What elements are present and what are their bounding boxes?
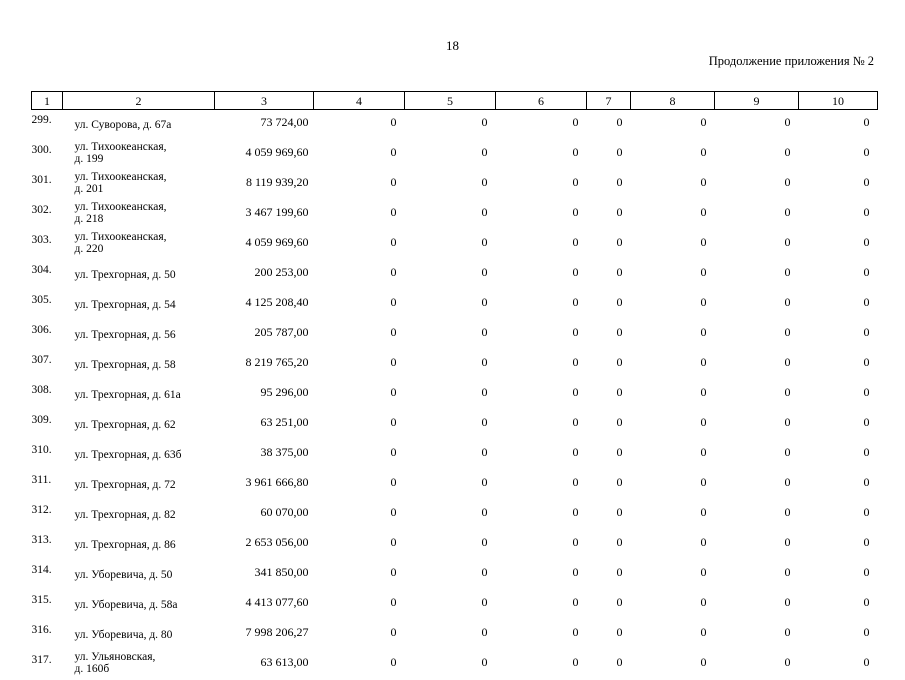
- amount-cell: 60 070,00: [215, 500, 314, 530]
- address-line: ул. Уборевича, д. 58а: [75, 599, 215, 611]
- value-cell: 0: [587, 440, 631, 470]
- value-cell: 0: [314, 320, 405, 350]
- value-cell: 0: [631, 440, 715, 470]
- row-number: 312.: [32, 500, 63, 530]
- value-cell: 0: [631, 380, 715, 410]
- value-cell: 0: [314, 140, 405, 170]
- address-line: д. 220: [75, 243, 215, 255]
- row-number: 302.: [32, 200, 63, 230]
- row-number: 303.: [32, 230, 63, 260]
- value-cell: 0: [631, 410, 715, 440]
- value-cell: 0: [314, 230, 405, 260]
- value-cell: 0: [715, 230, 799, 260]
- value-cell: 0: [799, 380, 878, 410]
- address-line: д. 201: [75, 183, 215, 195]
- address-cell: [63, 590, 215, 620]
- value-cell: 0: [496, 200, 587, 230]
- address-line: ул. Трехгорная, д. 54: [75, 299, 215, 311]
- row-number: 311.: [32, 470, 63, 500]
- address-line: ул. Трехгорная, д. 58: [75, 359, 215, 371]
- value-cell: 0: [587, 350, 631, 380]
- amount-cell: 8 219 765,20: [215, 350, 314, 380]
- address-cell: [63, 410, 215, 440]
- value-cell: 0: [587, 320, 631, 350]
- value-cell: 0: [405, 500, 496, 530]
- column-header: 5: [405, 92, 496, 110]
- value-cell: 0: [799, 650, 878, 680]
- table-header-row: [32, 92, 878, 110]
- column-header: 6: [496, 92, 587, 110]
- amount-cell: 63 251,00: [215, 410, 314, 440]
- value-cell: 0: [715, 500, 799, 530]
- value-cell: 0: [715, 650, 799, 680]
- table-row: [32, 140, 878, 170]
- value-cell: 0: [405, 230, 496, 260]
- value-cell: 0: [587, 230, 631, 260]
- amount-cell: 3 961 666,80: [215, 470, 314, 500]
- address-cell: [63, 650, 215, 680]
- table-row: [32, 440, 878, 470]
- table-row: [32, 620, 878, 650]
- row-number: 299.: [32, 110, 63, 141]
- value-cell: 0: [799, 470, 878, 500]
- address-cell: [63, 380, 215, 410]
- value-cell: 0: [314, 470, 405, 500]
- table-row: [32, 500, 878, 530]
- value-cell: 0: [496, 350, 587, 380]
- table-row: [32, 560, 878, 590]
- column-header: 2: [63, 92, 215, 110]
- value-cell: 0: [314, 440, 405, 470]
- address-cell: [63, 230, 215, 260]
- value-cell: 0: [631, 560, 715, 590]
- table-row: [32, 650, 878, 680]
- value-cell: 0: [587, 620, 631, 650]
- address-line: ул. Трехгорная, д. 62: [75, 419, 215, 431]
- value-cell: 0: [587, 140, 631, 170]
- amount-cell: 73 724,00: [215, 110, 314, 141]
- address-line: ул. Суворова, д. 67а: [75, 119, 215, 131]
- value-cell: 0: [587, 500, 631, 530]
- address-line: ул. Ульяновская,: [75, 651, 215, 663]
- value-cell: 0: [715, 110, 799, 141]
- amount-cell: 4 413 077,60: [215, 590, 314, 620]
- amount-cell: 38 375,00: [215, 440, 314, 470]
- address-cell: [63, 620, 215, 650]
- address-cell: [63, 350, 215, 380]
- address-line: ул. Трехгорная, д. 86: [75, 539, 215, 551]
- amount-cell: 341 850,00: [215, 560, 314, 590]
- value-cell: 0: [631, 200, 715, 230]
- amount-cell: 4 059 969,60: [215, 140, 314, 170]
- address-cell: [63, 560, 215, 590]
- value-cell: 0: [587, 650, 631, 680]
- value-cell: 0: [405, 170, 496, 200]
- value-cell: 0: [631, 290, 715, 320]
- value-cell: 0: [496, 530, 587, 560]
- value-cell: 0: [715, 590, 799, 620]
- table-row: [32, 200, 878, 230]
- value-cell: 0: [496, 260, 587, 290]
- value-cell: 0: [405, 320, 496, 350]
- value-cell: 0: [799, 410, 878, 440]
- value-cell: 0: [587, 410, 631, 440]
- value-cell: 0: [631, 650, 715, 680]
- value-cell: 0: [799, 590, 878, 620]
- row-number: 300.: [32, 140, 63, 170]
- value-cell: 0: [799, 320, 878, 350]
- value-cell: 0: [799, 440, 878, 470]
- value-cell: 0: [799, 170, 878, 200]
- value-cell: 0: [715, 620, 799, 650]
- address-line: д. 199: [75, 153, 215, 165]
- address-line: ул. Тихоокеанская,: [75, 141, 215, 153]
- table-row: [32, 350, 878, 380]
- value-cell: 0: [405, 470, 496, 500]
- value-cell: 0: [587, 470, 631, 500]
- table-row: [32, 230, 878, 260]
- value-cell: 0: [715, 560, 799, 590]
- value-cell: 0: [496, 410, 587, 440]
- value-cell: 0: [715, 470, 799, 500]
- value-cell: 0: [314, 650, 405, 680]
- address-line: д. 160б: [75, 663, 215, 675]
- value-cell: 0: [496, 620, 587, 650]
- column-header: 7: [587, 92, 631, 110]
- value-cell: 0: [715, 170, 799, 200]
- address-line: ул. Трехгорная, д. 63б: [75, 449, 215, 461]
- amount-cell: 7 998 206,27: [215, 620, 314, 650]
- amount-cell: 200 253,00: [215, 260, 314, 290]
- address-line: ул. Уборевича, д. 80: [75, 629, 215, 641]
- amount-cell: 3 467 199,60: [215, 200, 314, 230]
- value-cell: 0: [799, 260, 878, 290]
- value-cell: 0: [631, 110, 715, 141]
- amount-cell: 4 125 208,40: [215, 290, 314, 320]
- table-row: [32, 320, 878, 350]
- value-cell: 0: [405, 290, 496, 320]
- row-number: 316.: [32, 620, 63, 650]
- value-cell: 0: [799, 500, 878, 530]
- table-row: [32, 380, 878, 410]
- table-row: [32, 260, 878, 290]
- table-row: [32, 410, 878, 440]
- address-line: ул. Уборевича, д. 50: [75, 569, 215, 581]
- value-cell: 0: [314, 200, 405, 230]
- table-body: [32, 110, 878, 680]
- value-cell: 0: [405, 410, 496, 440]
- row-number: 304.: [32, 260, 63, 290]
- value-cell: 0: [631, 320, 715, 350]
- value-cell: 0: [587, 380, 631, 410]
- row-number: 314.: [32, 560, 63, 590]
- amount-cell: 2 653 056,00: [215, 530, 314, 560]
- value-cell: 0: [715, 380, 799, 410]
- value-cell: 0: [405, 380, 496, 410]
- value-cell: 0: [314, 380, 405, 410]
- address-cell: [63, 170, 215, 200]
- value-cell: 0: [799, 140, 878, 170]
- value-cell: 0: [405, 440, 496, 470]
- row-number: 305.: [32, 290, 63, 320]
- address-cell: [63, 440, 215, 470]
- value-cell: 0: [715, 290, 799, 320]
- address-cell: [63, 320, 215, 350]
- value-cell: 0: [405, 590, 496, 620]
- value-cell: 0: [496, 320, 587, 350]
- value-cell: 0: [587, 530, 631, 560]
- value-cell: 0: [631, 260, 715, 290]
- address-cell: [63, 140, 215, 170]
- value-cell: 0: [715, 440, 799, 470]
- table-row: [32, 530, 878, 560]
- address-line: ул. Тихоокеанская,: [75, 201, 215, 213]
- value-cell: 0: [314, 260, 405, 290]
- address-cell: [63, 530, 215, 560]
- value-cell: 0: [631, 590, 715, 620]
- address-line: ул. Тихоокеанская,: [75, 231, 215, 243]
- row-number: 310.: [32, 440, 63, 470]
- value-cell: 0: [715, 260, 799, 290]
- address-line: д. 218: [75, 213, 215, 225]
- value-cell: 0: [496, 140, 587, 170]
- value-cell: 0: [715, 200, 799, 230]
- value-cell: 0: [314, 110, 405, 141]
- value-cell: 0: [587, 590, 631, 620]
- value-cell: 0: [405, 140, 496, 170]
- value-cell: 0: [631, 140, 715, 170]
- address-cell: [63, 110, 215, 141]
- value-cell: 0: [715, 320, 799, 350]
- value-cell: 0: [587, 290, 631, 320]
- row-number: 307.: [32, 350, 63, 380]
- value-cell: 0: [587, 200, 631, 230]
- value-cell: 0: [631, 530, 715, 560]
- value-cell: 0: [799, 110, 878, 141]
- value-cell: 0: [496, 440, 587, 470]
- value-cell: 0: [587, 110, 631, 141]
- value-cell: 0: [405, 200, 496, 230]
- value-cell: 0: [314, 350, 405, 380]
- column-header: 10: [799, 92, 878, 110]
- value-cell: 0: [496, 110, 587, 141]
- address-cell: [63, 260, 215, 290]
- value-cell: 0: [496, 650, 587, 680]
- value-cell: 0: [631, 170, 715, 200]
- value-cell: 0: [631, 350, 715, 380]
- address-cell: [63, 470, 215, 500]
- value-cell: 0: [715, 530, 799, 560]
- value-cell: 0: [715, 350, 799, 380]
- value-cell: 0: [799, 290, 878, 320]
- value-cell: 0: [496, 560, 587, 590]
- value-cell: 0: [496, 470, 587, 500]
- table-row: [32, 470, 878, 500]
- value-cell: 0: [496, 170, 587, 200]
- value-cell: 0: [587, 260, 631, 290]
- value-cell: 0: [405, 260, 496, 290]
- value-cell: 0: [799, 620, 878, 650]
- table-row: [32, 170, 878, 200]
- value-cell: 0: [799, 530, 878, 560]
- row-number: 313.: [32, 530, 63, 560]
- address-cell: [63, 290, 215, 320]
- value-cell: 0: [314, 410, 405, 440]
- table-row: [32, 590, 878, 620]
- value-cell: 0: [496, 230, 587, 260]
- value-cell: 0: [799, 200, 878, 230]
- row-number: 308.: [32, 380, 63, 410]
- value-cell: 0: [314, 530, 405, 560]
- value-cell: 0: [405, 350, 496, 380]
- row-number: 306.: [32, 320, 63, 350]
- table-row: [32, 290, 878, 320]
- value-cell: 0: [631, 230, 715, 260]
- value-cell: 0: [496, 380, 587, 410]
- address-line: ул. Трехгорная, д. 56: [75, 329, 215, 341]
- appendix-continuation-note: Продолжение приложения № 2: [709, 54, 874, 69]
- column-header: 4: [314, 92, 405, 110]
- address-line: ул. Трехгорная, д. 50: [75, 269, 215, 281]
- amount-cell: 205 787,00: [215, 320, 314, 350]
- row-number: 317.: [32, 650, 63, 680]
- amount-cell: 8 119 939,20: [215, 170, 314, 200]
- address-cell: [63, 200, 215, 230]
- value-cell: 0: [314, 500, 405, 530]
- amount-cell: 63 613,00: [215, 650, 314, 680]
- value-cell: 0: [314, 560, 405, 590]
- page-number: 18: [0, 38, 905, 54]
- amount-cell: 95 296,00: [215, 380, 314, 410]
- address-line: ул. Тихоокеанская,: [75, 171, 215, 183]
- value-cell: 0: [496, 500, 587, 530]
- address-line: ул. Трехгорная, д. 61а: [75, 389, 215, 401]
- column-header: 3: [215, 92, 314, 110]
- table-row: [32, 110, 878, 141]
- value-cell: 0: [799, 350, 878, 380]
- value-cell: 0: [587, 560, 631, 590]
- column-header: 1: [32, 92, 63, 110]
- value-cell: 0: [715, 140, 799, 170]
- value-cell: 0: [405, 650, 496, 680]
- address-line: ул. Трехгорная, д. 82: [75, 509, 215, 521]
- value-cell: 0: [405, 620, 496, 650]
- value-cell: 0: [405, 560, 496, 590]
- amount-cell: 4 059 969,60: [215, 230, 314, 260]
- value-cell: 0: [314, 620, 405, 650]
- value-cell: 0: [405, 530, 496, 560]
- row-number: 301.: [32, 170, 63, 200]
- value-cell: 0: [314, 170, 405, 200]
- value-cell: 0: [405, 110, 496, 141]
- value-cell: 0: [799, 230, 878, 260]
- value-cell: 0: [496, 590, 587, 620]
- address-cell: [63, 500, 215, 530]
- value-cell: 0: [631, 470, 715, 500]
- value-cell: 0: [631, 500, 715, 530]
- value-cell: 0: [799, 560, 878, 590]
- value-cell: 0: [496, 290, 587, 320]
- value-cell: 0: [314, 290, 405, 320]
- value-cell: 0: [631, 620, 715, 650]
- data-table: [31, 91, 878, 680]
- row-number: 309.: [32, 410, 63, 440]
- value-cell: 0: [314, 590, 405, 620]
- column-header: 8: [631, 92, 715, 110]
- row-number: 315.: [32, 590, 63, 620]
- value-cell: 0: [715, 410, 799, 440]
- column-header: 9: [715, 92, 799, 110]
- address-line: ул. Трехгорная, д. 72: [75, 479, 215, 491]
- value-cell: 0: [587, 170, 631, 200]
